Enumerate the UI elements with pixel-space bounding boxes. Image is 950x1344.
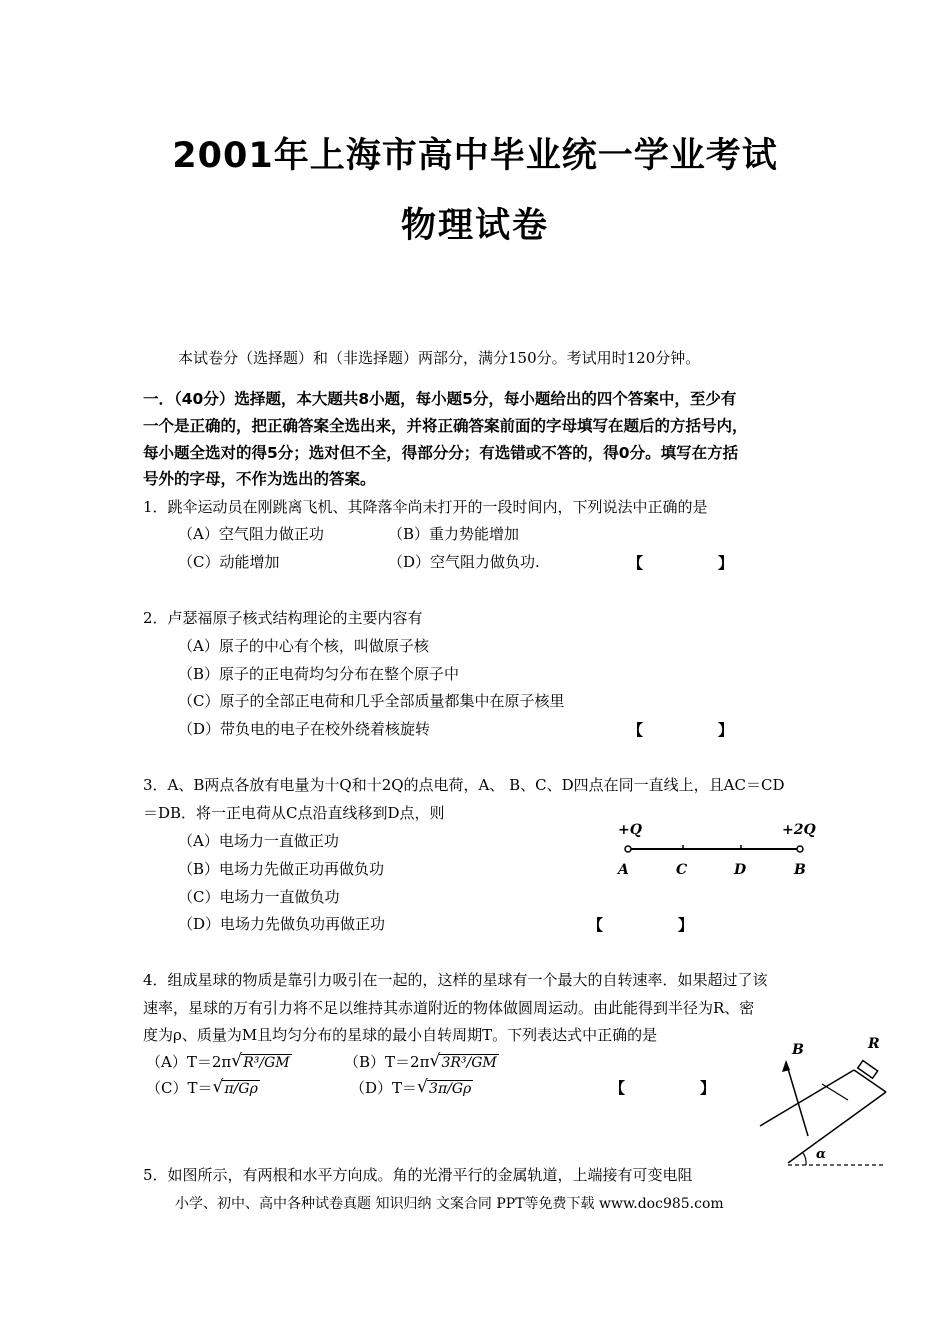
q1-option-a: （A）空气阻力做正功 <box>178 525 324 543</box>
q4-stem-cont: 速率，星球的万有引力将不足以维持其赤道附近的物体做圆周运动。由此能得到半径为R、密 <box>143 999 755 1017</box>
q4-answer-bracket: 【 】 <box>610 1079 716 1097</box>
q4-option-b-expr: 3R³/GM <box>441 1055 497 1071</box>
q3-stem-cont: ＝DB．将一正电荷从C点沿直线移到D点，则 <box>143 804 445 822</box>
q2-stem: 2．卢瑟福原子核式结构理论的主要内容有 <box>143 609 423 627</box>
section-instruction-line: 每小题全选对的得5分；选对但不全，得部分分；有选错或不答的，得0分。填写在方括 <box>143 444 739 462</box>
q3-answer-bracket: 【 】 <box>588 916 694 934</box>
q4-option-d-expr: 3π/Gρ <box>429 1081 472 1097</box>
q3-point-a <box>625 846 631 852</box>
q5-rod <box>822 1084 848 1100</box>
q5-incline-figure <box>756 1036 896 1172</box>
q5-label-b: B <box>792 1042 804 1058</box>
q5-angle-arc <box>803 1153 806 1165</box>
sqrt-icon <box>231 1053 291 1073</box>
q1-answer-bracket: 【 】 <box>628 554 734 572</box>
page-footer: 小学、初中、高中各种试卷真题 知识归纳 文案合同 PPT等免费下载 www.doc985.com <box>175 1196 724 1212</box>
q3-charge-line-figure <box>610 818 820 884</box>
q4-option-a-expr: R³/GM <box>243 1055 290 1071</box>
q2-answer-bracket: 【 】 <box>628 721 734 739</box>
q3-option-c: （C）电场力一直做负功 <box>178 888 340 906</box>
q4-option-c <box>146 1078 260 1099</box>
sqrt-icon <box>417 1079 473 1099</box>
q3-point-label: D <box>734 862 747 878</box>
q3-stem: 3．A、B两点各放有电量为十Q和十2Q的点电荷，A、 B、C、D四点在同一直线上，且AC＝CD <box>143 776 785 794</box>
q3-charge-a-label: +Q <box>618 822 642 838</box>
intro-text: 本试卷分（选择题）和（非选择题）两部分，满分150分。考试用时120分钟。 <box>178 349 701 367</box>
q4-option-c-expr: π/Gρ <box>224 1081 258 1097</box>
section-instruction-line: 号外的字母，不作为选出的答案。 <box>143 470 376 488</box>
q4-stem-cont: 度为ρ、质量为M且均匀分布的星球的最小自转周期T。下列表达式中正确的是 <box>143 1026 658 1044</box>
q1-option-b: （B）重力势能增加 <box>388 525 520 543</box>
q3-option-d: （D）电场力先做负功再做正功 <box>178 915 386 933</box>
q5-stem: 5．如图所示，有两根和水平方向成。角的光滑平行的金属轨道，上端接有可变电阻 <box>143 1166 693 1184</box>
q2-option-a: （A）原子的中心有个核，叫做原子核 <box>178 637 429 655</box>
q4-option-d-prefix: （D）T＝ <box>350 1079 418 1097</box>
q3-point-label: A <box>618 862 629 878</box>
q2-option-d: （D）带负电的电子在校外绕着核旋转 <box>178 720 431 738</box>
q5-label-alpha: α <box>816 1147 827 1162</box>
section-instruction-line: 一个是正确的，把正确答案全选出来，并将正确答案前面的字母填写在题后的方括号内， <box>143 417 748 435</box>
q5-rail-upper <box>788 1092 886 1163</box>
q3-point-b <box>797 846 803 852</box>
q3-charge-b-label: +2Q <box>782 822 816 838</box>
exam-subtitle: 物理试卷 <box>400 206 549 246</box>
q2-option-b: （B）原子的正电荷均匀分布在整个原子中 <box>178 665 460 683</box>
sqrt-icon <box>212 1079 259 1099</box>
q2-option-c: （C）原子的全部正电荷和几乎全部质量都集中在原子核里 <box>178 692 565 710</box>
q1-option-c: （C）动能增加 <box>178 553 280 571</box>
q4-option-a <box>146 1052 292 1073</box>
q3-point-label: B <box>794 862 806 878</box>
section-instruction-line: 一．（40分）选择题，本大题共8小题，每小题5分，每小题给出的四个答案中，至少有 <box>143 390 737 408</box>
q3-option-b: （B）电场力先做正功再做负功 <box>178 860 385 878</box>
q4-option-d <box>350 1078 473 1099</box>
q5-rail-lower <box>760 1070 854 1126</box>
q3-point-label: C <box>676 862 688 878</box>
q5-resistor-icon <box>858 1061 878 1079</box>
q1-option-d: （D）空气阻力做负功. <box>388 553 540 571</box>
q4-stem: 4．组成星球的物质是靠引力吸引在一起的，这样的星球有一个最大的自转速率．如果超过了该 <box>143 971 768 989</box>
q1-stem: 1．跳伞运动员在刚跳离飞机、其降落伞尚未打开的一段时间内，下列说法中正确的是 <box>143 498 708 516</box>
q4-option-a-prefix: （A）T＝2π <box>146 1053 232 1071</box>
q3-option-a: （A）电场力一直做正功 <box>178 832 339 850</box>
q5-label-r: R <box>868 1036 880 1052</box>
exam-title: 2001年上海市高中毕业统一学业考试 <box>172 136 778 176</box>
q4-option-b <box>344 1052 499 1073</box>
q4-option-c-prefix: （C）T＝ <box>146 1079 213 1097</box>
q5-field-arrow-head <box>782 1060 790 1072</box>
sqrt-icon <box>429 1053 498 1073</box>
q4-option-b-prefix: （B）T＝2π <box>344 1053 430 1071</box>
